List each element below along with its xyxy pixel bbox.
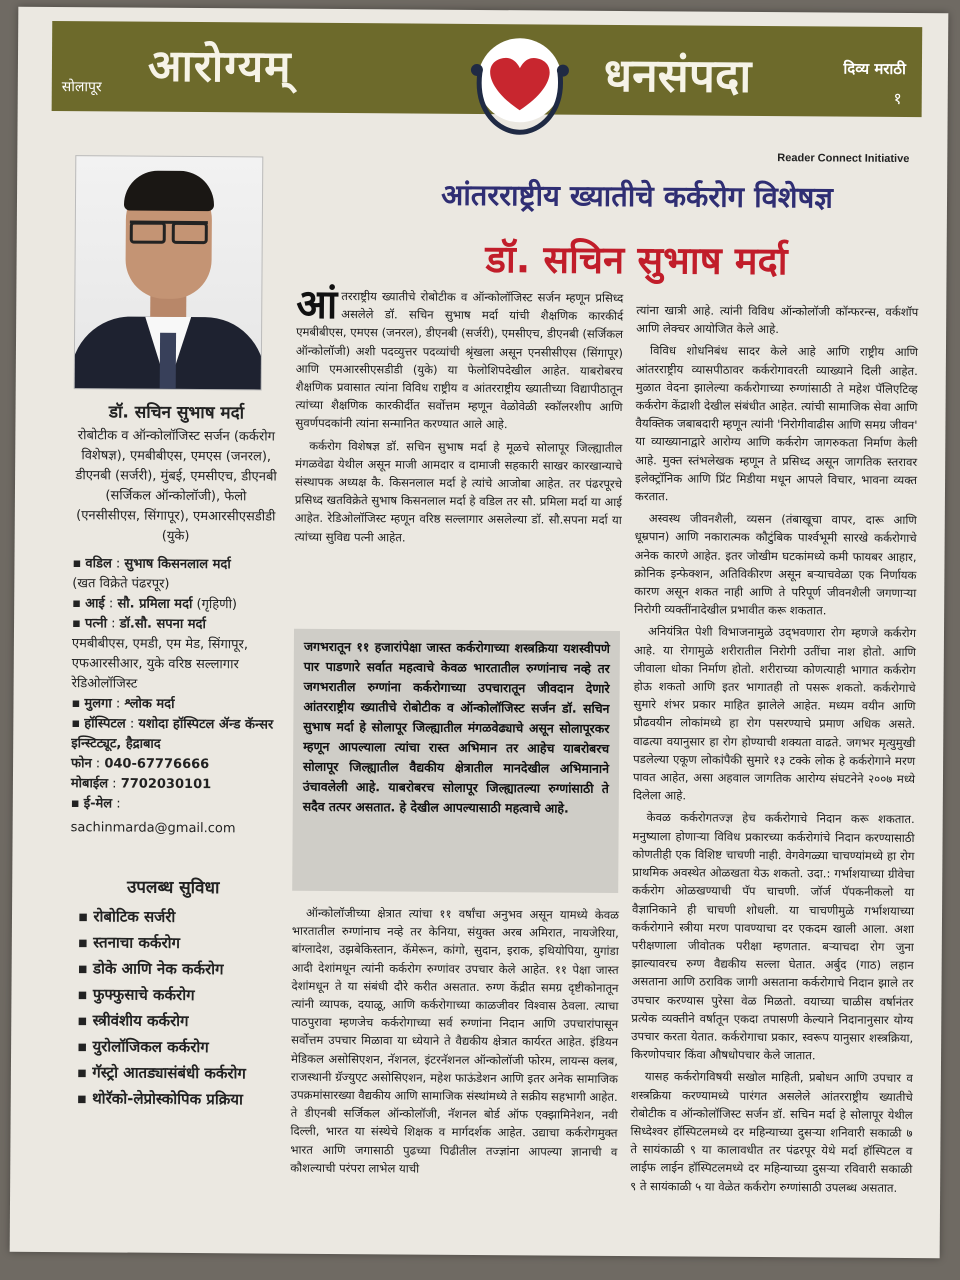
article-paragraph: त्यांना खात्री आहे. त्यांनी विविध ऑन्कोलॉजी कॉन्फरन्स, वर्कशॉप आणि लेक्चर आयोजित केले आहे. (636, 303, 919, 337)
brand-logo: दिव्य मराठी (843, 59, 907, 78)
relation-mother: ▪ आई : सौ. प्रमिला मर्दा (गृहिणी) (72, 596, 238, 613)
sidebar-name: डॉ. सचिन सुभाष मर्दा (108, 402, 245, 424)
facilities-title: उपलब्ध सुविधा (126, 877, 220, 899)
email-label: ▪ ई-मेल : (70, 796, 121, 812)
drop-cap: आं (296, 281, 338, 329)
facility-item: ▪ स्तनाचा कर्करोग (78, 929, 276, 956)
heart-stethoscope-icon (444, 32, 595, 145)
highlight-box: जगभरातून ११ हजारांपेक्षा जास्त कर्करोगाच्या शस्त्रक्रिया यशस्वीपणे पार पाडणारे सर्वात महत्वाचे केवळ भारतातील रुग्णांनाच नव्हे तर जगभरातील रुग्णांना कर्करोगाच्या उपचारातून जीवदान देणारे आंतरराष्ट्रीय ख्यातीचे रोबोटीक व ऑन्कोलॉजिस्ट सर्जन डॉ. सचिन सुभाष मर्दा हे सोलापूर जिल्ह्यातील मंगळवेढ्याचे असून सोलापूरकर म्हणून आपल्याला त्यांचा रास्त अभिमान तर आहेच याबरोबरच सोलापूर जिल्ह्यातील वैद्यकीय क्षेत्रातील मानदेखील अभिमानाने उंचावलेली आहे. याबरोबरच सोलापूर जिल्ह्यातल्या रुग्णांसाठी ते सदैव तत्पर असतात. हे देखील आपल्यासाठी महत्वाचे आहे. (292, 629, 620, 893)
article-paragraph: यासह कर्करोगविषयी सखोल माहिती, प्रबोधन आणि उपचार व शस्त्रक्रिया करण्यामध्ये पारंगत असलेले आंतरराष्ट्रीय ख्यातीचे रोबोटीक व ऑन्कोलॉजिस्ट सर्जन डॉ. सचिन मर्दा हे सोलापूर येथील सिध्देश्वर हॉस्पिटलमध्ये दर महिन्याच्या दुसऱ्या शनिवारी सकाळी ७ ते सायंकाळी ९ या कालावधीत तर पंढरपूर येथे मर्दा हॉस्पिटल व लाईफ लाईन हॉस्पिटलमध्ये दर महिन्याच्या दुसऱ्या रविवारी सकाळी ९ ते सायंकाळी ५ या वेळेत कर्करोग रुग्णांसाठी उपलब्ध असतात. (630, 1069, 913, 1195)
doctor-photo (74, 155, 264, 390)
facility-item: ▪ रोबोटिक सर्जरी (78, 903, 276, 930)
banner-title-left: आरोग्यम् (147, 40, 292, 93)
article-paragraph: आंतरराष्ट्रीय ख्यातीचे रोबोटीक व ऑन्कोलॉजिस्ट सर्जन म्हणून प्रसिध्द असलेले डॉ. सचिन सुभाष मर्दा यांची शैक्षणिक कारकीर्द एमबीबीएस, एमएस (जनरल), डीएनबी (सर्जरी), एमसीएच, डीएनबी (सर्जिकल ऑन्कोलॉजी) अशी पदव्युत्तर पदव्यांची श्रृंखला असून एनसीसीएस (सिंगापूर) आणि एमआरसीएसडीडी (युके) या फेलोशिपदेखील आहेत. याबरोबरच शैक्षणिक प्रवासात त्यांना विविध राष्ट्रीय व आंतरराष्ट्रीय ख्यातीच्या विद्यापीठातून त्यांच्या शैक्षणिक कारकीर्दीत सर्वोत्तम म्हणून वेळोवेळी स्कॉलरशीप आणि सुवर्णपदकांनी त्यांना सन्मानित करण्यात आले आहे. (295, 281, 624, 432)
facility-item: ▪ युरोलॉजिकल कर्करोग (77, 1033, 275, 1060)
city-label: सोलापूर (61, 79, 102, 96)
article-paragraph: कर्करोग विशेषज्ञ डॉ. सचिन सुभाष मर्दा हे मूळचे सोलापूर जिल्ह्यातील मंगळवेढा येथील असून माजी आमदार व दामाजी सहकारी साखर कारखान्याचे संस्थापक अध्यक्ष कै. किसनलाल मर्दा हे त्यांचे आजोबा आहेत. तर पंढरपूरचे प्रसिध्द खतविक्रेते सुभाष किसनलाल मर्दा हे वडिल तर सौ. प्रमिला मर्दा या आई आहेत. रेडिओलॉजिस्ट म्हणून वरिष्ठ सल्लागार असलेल्या डॉ. सौ.सपना मर्दा या त्यांच्या सुविद्य पत्नी आहेत. (294, 438, 623, 545)
article-paragraph: विविध शोधनिबंध सादर केले आहे आणि राष्ट्रीय आणि आंतरराष्ट्रीय व्यासपीठावर कर्करोगावरती व्याख्याने दिली आहेत. मुळात वेदना झालेल्या कर्करोगाच्या रुग्णांसाठी ते महेश पॅलिएटिव्ह कर्करोग केंद्राशी देखील संबंधीत आहेत. त्यांची सामाजिक सेवा आणि वैयक्तिक जबाबदारी म्हणून त्यांनी 'निरोगीवाढीस आणि समग्र जीवन' या व्याख्यानाद्वारे आरोग्य आणि कर्करोग जागरुकता निर्माण केली आहे. मुक्त स्तंभलेखक म्हणून ते प्रसिध्द असून जागतिक स्तरावर इलेक्ट्रॉनिक आणि प्रिंट मिडीया मधून आपले विचार, भावना व्यक्त करतात. (634, 343, 919, 504)
relation-hospital: ▪ हॉस्पिटल : यशोदा हॉस्पिटल ॲन्ड कॅन्सर इन्स्टिट्यूट, हैद्राबाद (71, 716, 274, 752)
facility-item: ▪ डोके आणि नेक कर्करोग (78, 955, 276, 982)
header-banner (52, 21, 923, 117)
relation-son: ▪ मुलगा : श्लोक मर्दा (71, 696, 175, 712)
article-column-1 (294, 281, 624, 552)
mobile: मोबाईल : 7702030101 (70, 776, 212, 793)
article-column-1-lower (290, 904, 619, 1183)
facilities-list (77, 903, 276, 1112)
relation-wife: ▪ पत्नी : डॉ.सौ. सपना मर्दा एमबीबीएस, एमडी, एम मेड, सिंगापूर, एफआरसीआर, युके वरिष्ठ सल्लागार रेडिओलॉजिस्ट (71, 616, 249, 692)
facility-item: ▪ स्त्रीवंशीय कर्करोग (77, 1007, 275, 1034)
sidebar-qualifications: रोबोटीक व ऑन्कोलॉजिस्ट सर्जन (कर्करोग विशेषज्ञ), एमबीबीएस, एमएस (जनरल), डीएनबी (सर्जरी), मुंबई, एमसीएच, डीएनबी (सर्जिकल ऑन्कोलॉजी), फेलो (एनसीसीएस, सिंगापूर), एमआरसीएसडीडी (युके) (75, 428, 277, 544)
email-address: sachinmarda@gmail.com (70, 820, 236, 837)
profile-sidebar (69, 399, 280, 1112)
reader-connect-label: Reader Connect Initiative (777, 152, 910, 165)
page-number: १ (893, 88, 902, 108)
article-paragraph: केवळ कर्करोगतज्ज्ञ हेच कर्करोगाचे निदान करू शकतात. मनुष्याला होणाऱ्या विविध प्रकारच्या कर्करोगांचे निदान करण्यासाठी कोणतीही एक विशिष्ट चाचणी नाही. वेगवेगळ्या चाचण्यांमध्ये हा रोग प्राथमिक अवस्थेत ओळखता येऊ शकतो. उदा.: गर्भाशयाच्या ग्रीवेचा कर्करोग ओळखण्याची पॅप चाचणी. जॉर्ज पॅपकनीकलो या वैज्ञानिकाने ही चाचणी शोधली. या चाचणीमुळे गर्भाशयाच्या कर्करोगाने स्त्रीया मरण पावण्याचा दर एकदम खाली आला. अशा परीक्षणाला जीवोतक परीक्षा म्हणतात. बऱ्याचदा रोग जुना झाल्यावरच रुग्ण वैद्यकीय सल्ला घेतात. अर्बुद (गाठ) लहान असताना आणि ठराविक जागी असताना कर्करोगाचे निदान झाले तर उपचार करण्यास पुरेसा वेळ मिळतो. वयाच्या चाळीस वर्षानंतर प्रत्येक व्यक्तीने वर्षातून एकदा तपासणी केल्याने निदानानुसार योग्य उपचार करता येतात. कर्करोगाचा प्रकार, स्वरूप यानुसार शस्त्रक्रिया, किरणोपचार किंवा औषधोपचार केले जातात. (631, 810, 915, 1063)
facility-item: ▪ फुफ्फुसाचे कर्करोग (77, 981, 275, 1008)
relation-father: ▪ वडिल : सुभाष किसनलाल मर्दा (खत विक्रेते पंढरपूर) (72, 556, 231, 592)
banner-title-right: धनसंपदा (603, 47, 752, 103)
phone: फोन : 040-67776666 (71, 756, 210, 773)
article-paragraph: ऑन्कोलॉजीच्या क्षेत्रात त्यांचा ११ वर्षांचा अनुभव असून यामध्ये केवळ भारतातील रुग्णांनाच नव्हे तर केनिया, संयुक्त अरब अमिरात, नायजेरिया, बांग्लादेश, उझबेकिस्तान, कॅमेरून, कांगो, सुदान, इराक, इथियोपिया, युगांडा आदी देशांमधून त्यांनी कर्करोग रुग्णांवर उपचार केले आहेत. ११ पेक्षा जास्त देशांमधून ते या संबंधी दौरे करीत असतात. रुग्ण केंद्रीत समग्र दृष्टीकोनातून त्यांनी व्यापक, दयाळू, आणि कर्करोगाच्या काळजीवर विश्वास ठेवला. त्याचा पाठपुरावा म्हणजेच कर्करोगाच्या सर्व रुग्णांना निदान आणि उपचारांपासून सर्वोत्तम उपचार मिळावा या ध्येयाने ते वैद्यकीय क्षेत्रात कार्यरत आहेत. इंडियन मेडिकल असोसिएशन, नॅशनल, इंटरनॅशनल ऑन्कोलॉजी फोरम, लायन्स क्लब, राजस्थानी ग्रॅज्युएट असोसिएशन, महेश फाऊंडेशन आणि इतर अनेक सामाजिक उपक्रमांसारख्या वैद्यकीय आणि सामाजिक संस्थांमध्ये ते सक्रीय सहभागी आहेत. ते डीएनबी सर्जिकल ऑन्कोलॉजी, नॅशनल बोर्ड ऑफ एक्झामिनेशन, नवी दिल्ली, भारत या संस्थेचे शिक्षक व मार्गदर्शक आहेत. उद्याचा कर्करोगमुक्त भारत आणि जगासाठी पुढच्या पिढीतील तज्ज्ञांना आपल्या ज्ञानाची व कौशल्याची परंपरा लाभेल याची (290, 905, 620, 1176)
relations-list (71, 554, 279, 839)
newspaper-page (10, 7, 949, 1258)
article-column-2 (630, 301, 918, 1201)
article-paragraph: अनियंत्रित पेशी विभाजनामुळे उद्‌भवणारा रोग म्हणजे कर्करोग आहे. या रोगामुळे शरीरातील निरोगी उतींचा नाश होतो. आणि जीवाला धोका निर्माण होतो. शरीराच्या कोणत्याही भागात कर्करोग होऊ शकतो आणि इतर भागातही तो पसरू शकतो. कर्करोगाचे सुमारे शंभर प्रकार माहित झालेले आहेत. मध्यम वयीन आणि प्रौढवयीन लोकांमध्ये हा रोग पसरण्याचे प्रमाण अधिक असते. वाढत्या वयानुसार हा रोग होण्याची शक्यता वाढते. जगभर मृत्युमुखी पडलेल्या एकूण लोकांपैकी सुमारे १३ टक्के लोक हे कर्करोगाने मरण पावत आहेत, असा अहवाल जागतिक आरोग्य संघटनेने २००७ मध्ये दिलेला आहे. (632, 624, 917, 803)
headline-kicker: आंतरराष्ट्रीय ख्यातीचे कर्करोग विशेषज्ञ (441, 177, 833, 215)
headline-name: डॉ. सचिन सुभाष मर्दा (485, 237, 788, 284)
article-paragraph: अस्वस्थ जीवनशैली, व्यसन (तंबाखूचा वापर, दारू आणि धूम्रपान) आणि नकारात्मक कौटुंबिक पार्श्वभूमी सारखे कर्करोगाचे अनेक कारणे आहेत. इतर जोखीम घटकांमध्ये कमी फायबर आहार, क्रोनिक इन्फेक्शन, अतिविकीरण असून बऱ्याचवेळा एक निर्णायक कारण असून शकत नाही आणि ते परिपूर्ण जीवनशैली जगणाऱ्या निरोगी व्यक्तींनादेखील प्रभावीत करू शकतात. (634, 511, 917, 618)
facility-item: ▪ थोरॅको-लेप्रोस्कोपिक प्रक्रिया (77, 1085, 275, 1112)
facility-item: ▪ गॅस्ट्रो आतड्यासंबंधी कर्करोग (77, 1059, 275, 1086)
